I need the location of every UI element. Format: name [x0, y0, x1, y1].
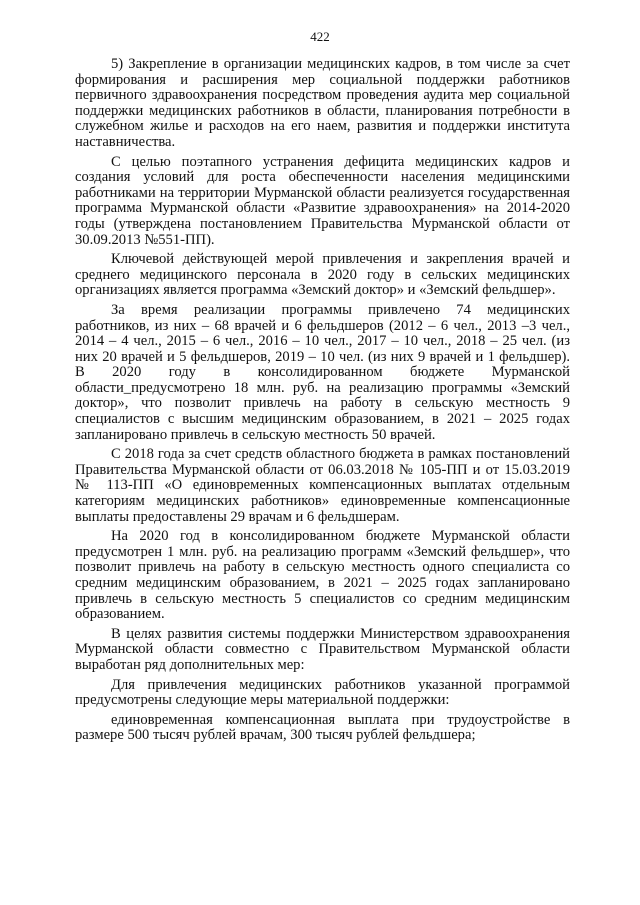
paragraph-program-results: За время реализации программы привлечено 74 медицинских работников, из них – 68 врачей и 6 фельдшеров (2012 – 6 чел., 2013 –3 чел., 2014 – 4 чел., 2015 – 6 чел., 2016 – 10 чел., 2017 – 10 чел., 2018 – 25 чел. (из них 20 врачей и 5 фельдшеров, 2019 – 10 чел. (из них 9 врачей и 1 фельдшер). В 2020 году в консолидированном бюджете Мурманской области_предусмотрено 18 млн. руб. на реализацию программы «Земский доктор», что позволит привлечь на работу в сельскую местность 9 специалистов с высшим медицинским образованием, в 2021 – 2025 годах запланировано привлечь в сельскую местность 50 врачей. — [75, 301, 570, 443]
document-body — [75, 57, 570, 744]
paragraph-support-measures: Для привлечения медицинских работников указанной программой предусмотрены следующие меры материальной поддержки: — [75, 676, 570, 709]
paragraph-key-measure: Ключевой действующей мерой привлечения и закрепления врачей и среднего медицинского персонала в 2020 году в сельских медицинских организациях является программа «Земский доктор» и «Земский фельдшер». — [75, 251, 570, 299]
page-number: 422 — [310, 29, 330, 44]
paragraph-state-program: С целью поэтапного устранения дефицита медицинских кадров и создания условий для роста обеспеченности населения медицинскими работниками на территории Мурманской области реализуется государственная программа Мурманской области «Развитие здравоохранения» на 2014-2020 годы (утверждена постановлением Правительства Мурманской области от 30.09.2013 №551-ПП). — [75, 153, 570, 248]
paragraph-lump-sum-payment: единовременная компенсационная выплата при трудоустройстве в размере 500 тысяч рублей врачам, 300 тысяч рублей фельдшера; — [75, 711, 570, 744]
paragraph-staff-retention: 5) Закрепление в организации медицинских кадров, в том числе за счет формирования и расширения мер социальной поддержки работников первичного здравоохранения посредством проведения аудита мер социальной поддержки медицинских работников в области, планирования потребности в служебном жилье и расходов на его наем, развития и поддержки института наставничества. — [75, 56, 570, 150]
paragraph-budget-2020: На 2020 год в консолидированном бюджете Мурманской области предусмотрен 1 млн. руб. на реализацию программ «Земский фельдшер», что позволит привлечь на работу в сельскую местность одного специалиста со средним медицинским образованием, в 2021 – 2025 годах запланировано привлечь в сельскую местность 5 специалистов со средним медицинским образованием. — [75, 528, 570, 623]
paragraph-compensation-payments: С 2018 года за счет средств областного бюджета в рамках постановлений Правительства Мурманской области от 06.03.2018 № 105-ПП и от 15.03.2019 № 113-ПП «О единовременных компенсационных выплатах отдельным категориям медицинских работников» единовременные компенсационные выплаты предоставлены 29 врачам и 6 фельдшерам. — [75, 446, 570, 525]
paragraph-additional-measures: В целях развития системы поддержки Министерством здравоохранения Мурманской области совместно с Правительством Мурманской области выработан ряд дополнительных мер: — [75, 625, 570, 673]
